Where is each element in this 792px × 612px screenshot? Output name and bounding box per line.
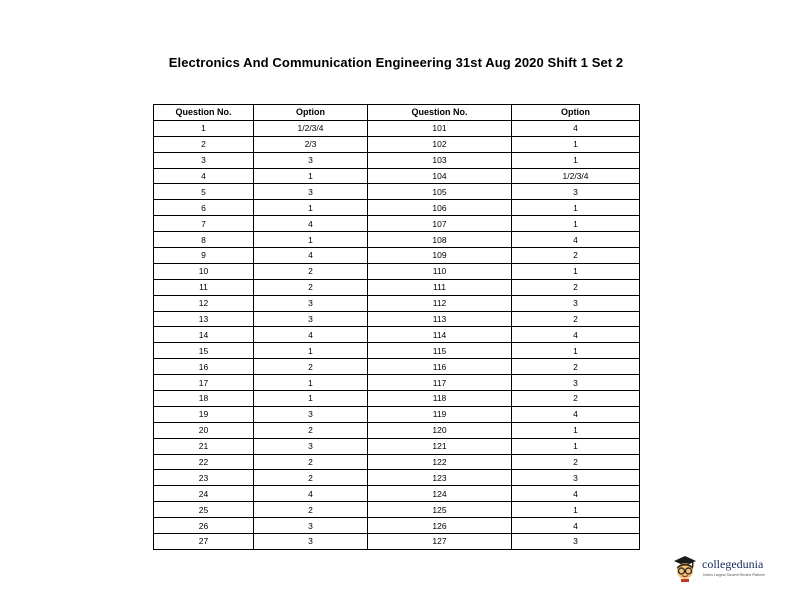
cell-option: 3 xyxy=(254,518,368,534)
table-row xyxy=(154,518,640,534)
table-row xyxy=(154,406,640,422)
table-row xyxy=(154,120,640,136)
cell-question-no: 107 xyxy=(368,216,512,232)
table-row xyxy=(154,311,640,327)
answer-key-table xyxy=(153,104,640,550)
cell-option: 1 xyxy=(254,232,368,248)
cell-option: 4 xyxy=(512,518,640,534)
column-header-option: Option xyxy=(512,105,640,121)
table-row xyxy=(154,295,640,311)
table-row xyxy=(154,391,640,407)
cell-question-no: 10 xyxy=(154,263,254,279)
cell-question-no: 118 xyxy=(368,391,512,407)
cell-option: 1/2/3/4 xyxy=(254,120,368,136)
cell-option: 2 xyxy=(512,279,640,295)
cell-question-no: 112 xyxy=(368,295,512,311)
cell-option: 3 xyxy=(512,375,640,391)
cell-option: 2 xyxy=(512,391,640,407)
cell-question-no: 123 xyxy=(368,470,512,486)
cell-option: 1 xyxy=(512,136,640,152)
cell-option: 1 xyxy=(254,391,368,407)
cell-option: 3 xyxy=(512,295,640,311)
cell-option: 2 xyxy=(254,359,368,375)
table-body xyxy=(154,120,640,549)
cell-option: 3 xyxy=(254,534,368,550)
cell-option: 4 xyxy=(512,406,640,422)
cell-question-no: 108 xyxy=(368,232,512,248)
cell-question-no: 9 xyxy=(154,248,254,264)
cell-question-no: 23 xyxy=(154,470,254,486)
cell-option: 3 xyxy=(254,438,368,454)
cell-question-no: 101 xyxy=(368,120,512,136)
cell-question-no: 27 xyxy=(154,534,254,550)
cell-option: 1 xyxy=(512,216,640,232)
logo-tagline: India's Largest Student Review Platform xyxy=(703,573,766,577)
cell-question-no: 106 xyxy=(368,200,512,216)
cell-option: 2 xyxy=(512,454,640,470)
cell-question-no: 24 xyxy=(154,486,254,502)
table-row xyxy=(154,422,640,438)
cell-option: 1 xyxy=(512,152,640,168)
cell-question-no: 116 xyxy=(368,359,512,375)
cell-option: 2 xyxy=(512,359,640,375)
cell-question-no: 111 xyxy=(368,279,512,295)
cell-option: 2 xyxy=(254,470,368,486)
cell-question-no: 22 xyxy=(154,454,254,470)
table-row xyxy=(154,438,640,454)
cell-option: 1 xyxy=(254,343,368,359)
cell-question-no: 109 xyxy=(368,248,512,264)
cell-question-no: 15 xyxy=(154,343,254,359)
table-row xyxy=(154,200,640,216)
cell-question-no: 16 xyxy=(154,359,254,375)
cell-option: 4 xyxy=(254,486,368,502)
column-header-option: Option xyxy=(254,105,368,121)
cell-option: 2/3 xyxy=(254,136,368,152)
cell-question-no: 117 xyxy=(368,375,512,391)
cell-option: 4 xyxy=(254,248,368,264)
table-row xyxy=(154,152,640,168)
table-row xyxy=(154,534,640,550)
table-row xyxy=(154,454,640,470)
table-row xyxy=(154,486,640,502)
cell-question-no: 104 xyxy=(368,168,512,184)
table-row xyxy=(154,136,640,152)
logo-brand-text: collegedunia xyxy=(702,557,764,571)
cell-question-no: 113 xyxy=(368,311,512,327)
cell-option: 1/2/3/4 xyxy=(512,168,640,184)
cell-option: 4 xyxy=(254,327,368,343)
cell-question-no: 5 xyxy=(154,184,254,200)
cell-option: 3 xyxy=(512,470,640,486)
cell-question-no: 120 xyxy=(368,422,512,438)
cell-option: 2 xyxy=(254,422,368,438)
cell-option: 1 xyxy=(512,422,640,438)
cell-option: 2 xyxy=(512,311,640,327)
cell-question-no: 12 xyxy=(154,295,254,311)
cell-option: 1 xyxy=(512,502,640,518)
cell-option: 1 xyxy=(254,200,368,216)
cell-question-no: 21 xyxy=(154,438,254,454)
table-row xyxy=(154,470,640,486)
cell-option: 3 xyxy=(254,152,368,168)
cell-question-no: 105 xyxy=(368,184,512,200)
cell-question-no: 2 xyxy=(154,136,254,152)
cell-option: 3 xyxy=(512,184,640,200)
cell-option: 3 xyxy=(254,311,368,327)
table-row xyxy=(154,184,640,200)
cell-question-no: 124 xyxy=(368,486,512,502)
cell-option: 3 xyxy=(512,534,640,550)
cell-question-no: 4 xyxy=(154,168,254,184)
cell-option: 3 xyxy=(254,295,368,311)
cell-question-no: 119 xyxy=(368,406,512,422)
cell-option: 1 xyxy=(512,343,640,359)
cell-option: 1 xyxy=(254,375,368,391)
table-row xyxy=(154,502,640,518)
cell-question-no: 20 xyxy=(154,422,254,438)
table-row xyxy=(154,248,640,264)
cell-option: 1 xyxy=(512,438,640,454)
table-row xyxy=(154,279,640,295)
table-header-row xyxy=(154,105,640,121)
table-row xyxy=(154,327,640,343)
collegedunia-logo xyxy=(672,552,784,584)
cell-question-no: 102 xyxy=(368,136,512,152)
cell-question-no: 26 xyxy=(154,518,254,534)
cell-option: 4 xyxy=(512,120,640,136)
cell-question-no: 3 xyxy=(154,152,254,168)
cell-option: 1 xyxy=(512,263,640,279)
cell-option: 2 xyxy=(254,279,368,295)
cell-option: 4 xyxy=(512,232,640,248)
cell-option: 3 xyxy=(254,184,368,200)
cell-question-no: 110 xyxy=(368,263,512,279)
cell-question-no: 103 xyxy=(368,152,512,168)
cell-question-no: 125 xyxy=(368,502,512,518)
table-row xyxy=(154,359,640,375)
table-row xyxy=(154,263,640,279)
cell-question-no: 25 xyxy=(154,502,254,518)
cell-option: 2 xyxy=(254,263,368,279)
cell-question-no: 17 xyxy=(154,375,254,391)
cell-option: 1 xyxy=(512,200,640,216)
cell-option: 2 xyxy=(512,248,640,264)
table-row xyxy=(154,216,640,232)
table-row xyxy=(154,232,640,248)
cell-question-no: 14 xyxy=(154,327,254,343)
table-row xyxy=(154,375,640,391)
cell-question-no: 19 xyxy=(154,406,254,422)
cell-question-no: 6 xyxy=(154,200,254,216)
document-title: Electronics And Communication Engineering 31st Aug 2020 Shift 1 Set 2 xyxy=(168,55,624,70)
cell-option: 2 xyxy=(254,502,368,518)
cell-question-no: 8 xyxy=(154,232,254,248)
table-row xyxy=(154,343,640,359)
cell-option: 4 xyxy=(254,216,368,232)
column-header-question-no: Question No. xyxy=(154,105,254,121)
cell-question-no: 1 xyxy=(154,120,254,136)
cell-question-no: 18 xyxy=(154,391,254,407)
cell-option: 4 xyxy=(512,327,640,343)
cell-question-no: 11 xyxy=(154,279,254,295)
cell-question-no: 7 xyxy=(154,216,254,232)
cell-option: 2 xyxy=(254,454,368,470)
cell-question-no: 114 xyxy=(368,327,512,343)
cell-question-no: 115 xyxy=(368,343,512,359)
cell-option: 1 xyxy=(254,168,368,184)
cell-option: 3 xyxy=(254,406,368,422)
cell-question-no: 126 xyxy=(368,518,512,534)
cell-option: 4 xyxy=(512,486,640,502)
column-header-question-no: Question No. xyxy=(368,105,512,121)
cell-question-no: 127 xyxy=(368,534,512,550)
cell-question-no: 122 xyxy=(368,454,512,470)
cell-question-no: 13 xyxy=(154,311,254,327)
cell-question-no: 121 xyxy=(368,438,512,454)
graduate-mascot-icon xyxy=(672,554,698,582)
table-row xyxy=(154,168,640,184)
